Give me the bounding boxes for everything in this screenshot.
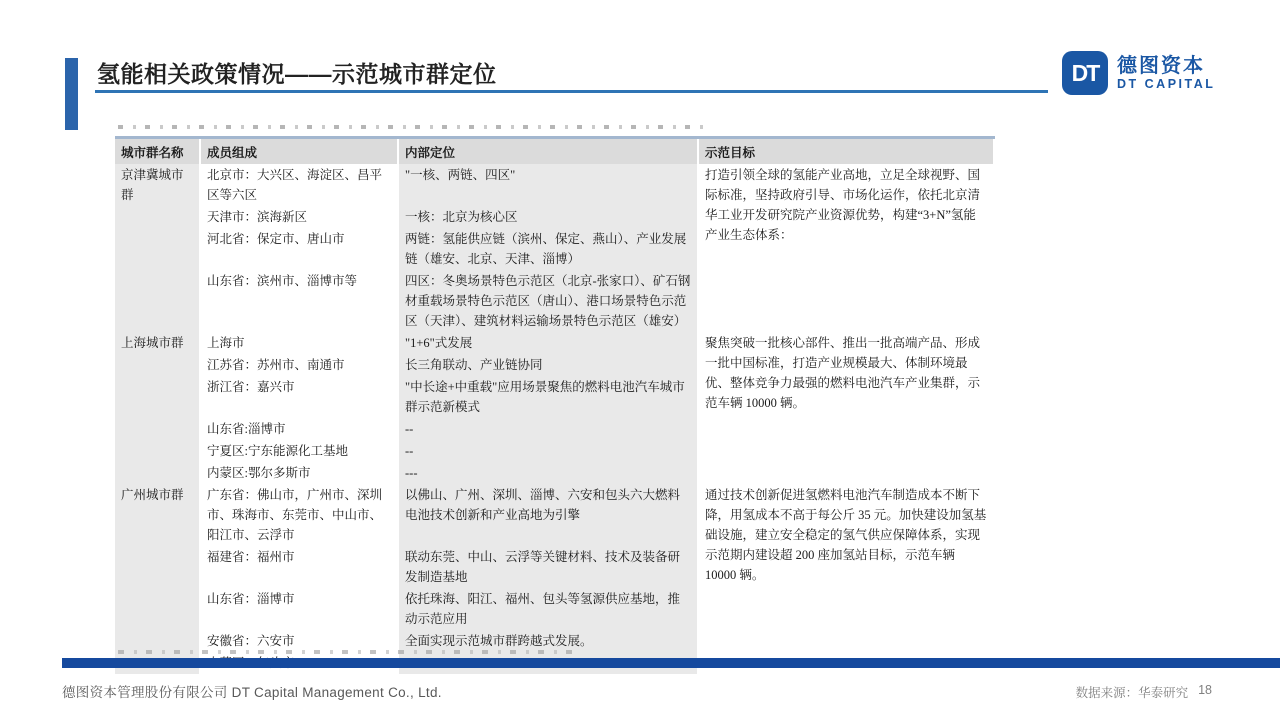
target-cell: 聚焦突破一批核心部件、推出一批高端产品、形成一批中国标准，打造产业规模最大、体制环境最优、整体竞争力最强的燃料电池汽车产业集群，示范车辆 10000 辆。 xyxy=(699,332,993,484)
clipped-caption-top xyxy=(118,125,708,129)
position-cell: -- xyxy=(399,418,697,440)
footer-right xyxy=(1076,683,1212,701)
footer-bar xyxy=(62,658,1280,668)
member-cell: 广东省：佛山市，广州市、深圳市、珠海市、东莞市、中山市、阳江市、云浮市 xyxy=(201,484,397,546)
header-internal-position: 内部定位 xyxy=(399,139,697,164)
cluster-name-cell: 京津冀城市群 xyxy=(115,164,199,332)
logo-name-cn: 德图资本 xyxy=(1117,54,1205,77)
position-cell: "1+6"式发展 xyxy=(399,332,697,354)
member-cell: 浙江省：嘉兴市 xyxy=(201,376,397,418)
table-row xyxy=(115,332,995,484)
member-cell: 天津市：滨海新区 xyxy=(201,206,397,228)
dt-logo-icon xyxy=(1062,51,1108,95)
member-cell: 江苏省：苏州市、南通市 xyxy=(201,354,397,376)
member-cell: 宁夏区:宁东能源化工基地 xyxy=(201,440,397,462)
cluster-name-cell: 上海城市群 xyxy=(115,332,199,484)
member-cell: 山东省：淄博市 xyxy=(201,588,397,630)
dt-logo-monogram: DT xyxy=(1071,59,1099,86)
position-cell: 四区：冬奥场景特色示范区（北京-张家口）、矿石钢材重载场景特色示范区（唐山）、港口场景特色示范区（天津）、建筑材料运输场景特色示范区（雄安） xyxy=(399,270,697,332)
table-header-row xyxy=(115,139,995,164)
member-cell: 山东省：滨州市、淄博市等 xyxy=(201,270,397,332)
position-cell: --- xyxy=(399,462,697,484)
member-cell: 福建省：福州市 xyxy=(201,546,397,588)
table-row xyxy=(115,484,995,674)
member-cell: 河北省：保定市、唐山市 xyxy=(201,228,397,270)
position-cell: 两链：氢能供应链（滨州、保定、燕山）、产业发展链（雄安、北京、天津、淄博） xyxy=(399,228,697,270)
position-cell: 联动东莞、中山、云浮等关键材料、技术及装备研发制造基地 xyxy=(399,546,697,588)
page-number: 18 xyxy=(1198,683,1212,697)
title-underline xyxy=(95,90,1048,93)
logo-name-en: DT CAPITAL xyxy=(1117,76,1216,91)
position-cell: "中长途+中重载"应用场景聚焦的燃料电池汽车城市群示范新模式 xyxy=(399,376,697,418)
position-cell: 长三角联动、产业链协同 xyxy=(399,354,697,376)
footer-company: 德图资本管理股份有限公司 DT Capital Management Co., Ltd. xyxy=(62,685,442,700)
dt-capital-logo xyxy=(1062,51,1215,95)
table-row xyxy=(115,164,995,332)
title-accent-bar xyxy=(65,58,78,130)
cluster-name-cell: 广州城市群 xyxy=(115,484,199,674)
city-cluster-table xyxy=(115,136,995,651)
header-cluster-name: 城市群名称 xyxy=(115,139,199,164)
member-cell: 山东省:淄博市 xyxy=(201,418,397,440)
position-cell: "一核、两链、四区" xyxy=(399,164,697,206)
clipped-source-note xyxy=(118,650,573,654)
page-title: 氢能相关政策情况——示范城市群定位 xyxy=(97,61,497,87)
member-cell: 上海市 xyxy=(201,332,397,354)
data-source: 数据来源：华泰研究 xyxy=(1075,686,1189,700)
member-cell: 北京市：大兴区、海淀区、昌平区等六区 xyxy=(201,164,397,206)
target-cell: 通过技术创新促进氢燃料电池汽车制造成本不断下降，用氢成本不高于每公斤 35 元。加快建设加氢基础设施，建立安全稳定的氢气供应保障体系，实现示范期内建设超 200 座加氢站目标，示范车辆 10000 辆。 xyxy=(699,484,993,674)
position-cell: 以佛山、广州、深圳、淄博、六安和包头六大燃料电池技术创新和产业高地为引擎 xyxy=(399,484,697,546)
position-cell: 依托珠海、阳江、福州、包头等氢源供应基地，推动示范应用 xyxy=(399,588,697,630)
member-cell: 安徽省：六安市 xyxy=(201,630,397,652)
header-demo-target: 示范目标 xyxy=(699,139,993,164)
position-cell: -- xyxy=(399,440,697,462)
position-cell: 全面实现示范城市群跨越式发展。 xyxy=(399,630,697,652)
member-cell: 内蒙区:鄂尔多斯市 xyxy=(201,462,397,484)
position-cell: 一核：北京为核心区 xyxy=(399,206,697,228)
target-cell: 打造引领全球的氢能产业高地，立足全球视野、国际标准，坚持政府引导、市场化运作，依托北京清华工业开发研究院产业资源优势，构建“3+N”氢能产业生态体系： xyxy=(699,164,993,332)
header-members: 成员组成 xyxy=(201,139,397,164)
logo-text xyxy=(1117,55,1215,92)
